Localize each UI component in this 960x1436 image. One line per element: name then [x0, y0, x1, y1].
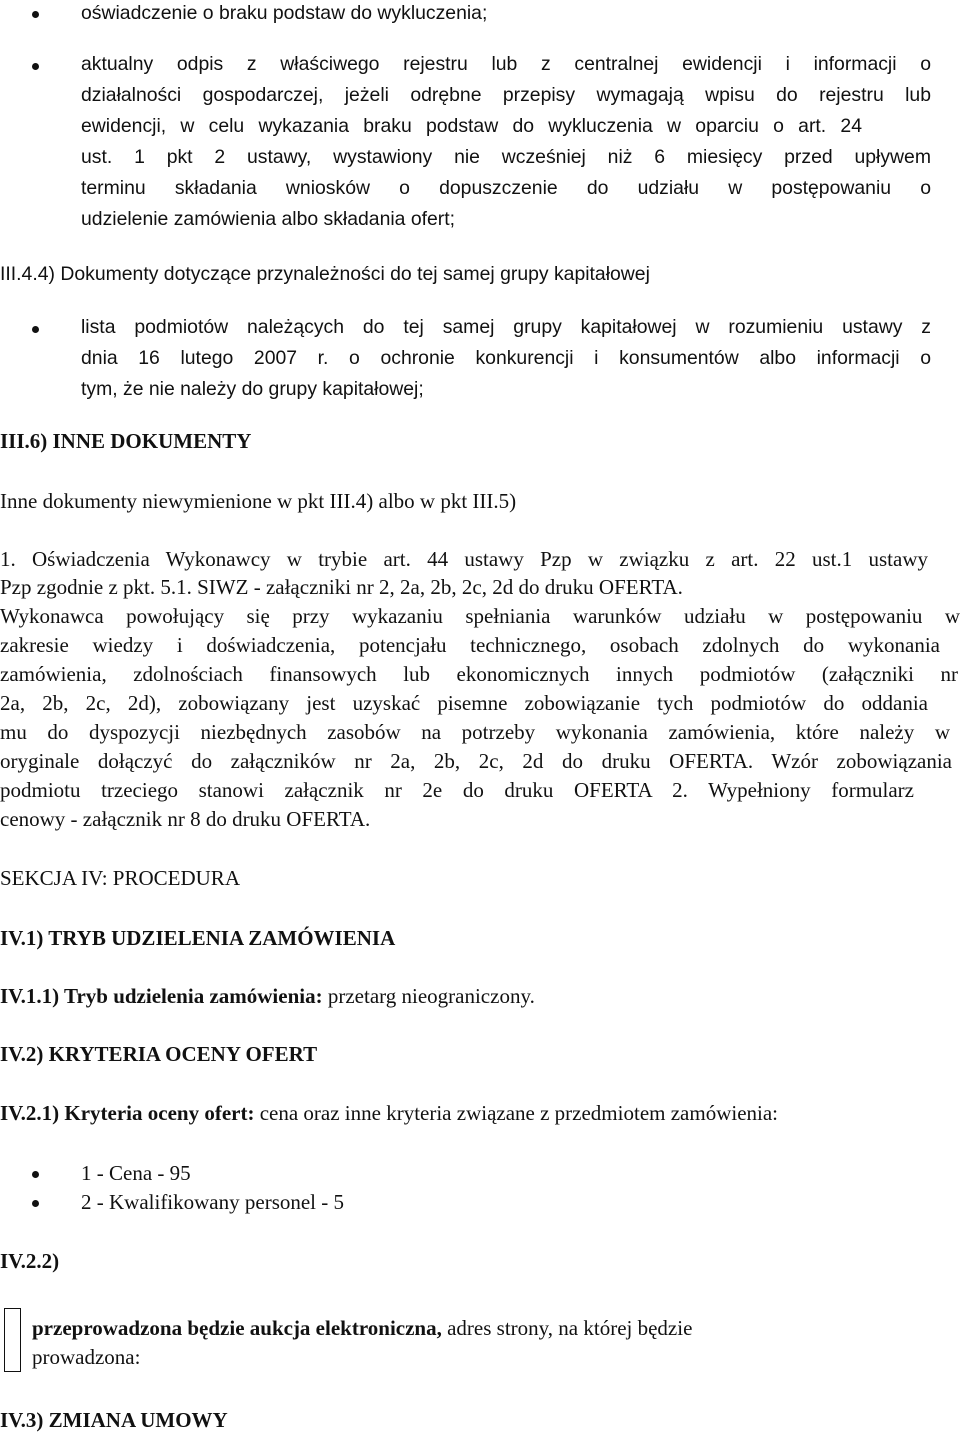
- paragraph-line: mu do dyspozycji niezbędnych zasobów na potrzeby wykonania zamówienia, które należy w: [0, 720, 950, 744]
- list-item-line: działalności gospodarczej, jeżeli odrębne przepisy wymagają wpisu do rejestru lub: [81, 84, 931, 106]
- section-heading-iv-2: IV.2) KRYTERIA OCENY OFERT: [0, 1042, 318, 1066]
- list-item-line: ust. 1 pkt 2 ustawy, wystawiony nie wcześniej niż 6 miesięcy przed upływem: [81, 146, 931, 168]
- list-item-line: udzielenie zamówienia albo składania ofert;: [81, 208, 456, 230]
- paragraph-line: podmiotu trzeciego stanowi załącznik nr 2e do druku OFERTA 2. Wypełniony formularz: [0, 778, 914, 802]
- list-item-line: lista podmiotów należących do tej samej grupy kapitałowej w rozumieniu ustawy z: [81, 316, 931, 338]
- paragraph-line: oryginale dołączyć do załączników nr 2a, 2b, 2c, 2d do druku OFERTA. Wzór zobowiązania: [0, 749, 952, 773]
- section-heading-iv-3: IV.3) ZMIANA UMOWY: [0, 1408, 228, 1432]
- auction-row-continued: prowadzona:: [32, 1345, 141, 1369]
- paragraph-line: 2a, 2b, 2c, 2d), zobowiązany jest uzyskać pisemne zobowiązanie tych podmiotów do oddania: [0, 691, 928, 715]
- auction-checkbox[interactable]: [4, 1308, 21, 1372]
- paragraph-line: zakresie wiedzy i doświadczenia, potencjału technicznego, osobach zdolnych do wykonania: [0, 633, 940, 657]
- paragraph-line: cenowy - załącznik nr 8 do druku OFERTA.: [0, 807, 371, 831]
- iv-1-1-row: [0, 984, 535, 1009]
- paragraph-line: 1. Oświadczenia Wykonawcy w trybie art. 44 ustawy Pzp w związku z art. 22 ust.1 ustawy: [0, 547, 928, 571]
- section-title: SEKCJA IV: PROCEDURA: [0, 866, 240, 890]
- bullet-icon: [32, 11, 39, 18]
- bullet-icon: [32, 1200, 39, 1207]
- list-item: oświadczenie o braku podstaw do wykluczenia;: [81, 2, 488, 24]
- list-item-line: dnia 16 lutego 2007 r. o ochronie konkurencji i konsumentów albo informacji o: [81, 347, 931, 369]
- paragraph-line: zamówienia, zdolnościach finansowych lub ekonomicznych innych podmiotów (załączniki nr: [0, 662, 958, 686]
- list-item-line: aktualny odpis z właściwego rejestru lub z centralnej ewidencji i informacji o: [81, 53, 931, 75]
- bullet-icon: [32, 1171, 39, 1178]
- paragraph-line: Wykonawca powołujący się przy wykazaniu spełniania warunków udziału w postępowaniu w: [0, 604, 960, 628]
- iv-2-1-label: IV.2.1) Kryteria oceny ofert:: [0, 1101, 255, 1125]
- section-heading-iv-2-2: IV.2.2): [0, 1249, 60, 1273]
- list-item-line: terminu składania wniosków o dopuszczenie do udziału w postępowaniu o: [81, 177, 931, 199]
- iv-1-1-label: IV.1.1) Tryb udzielenia zamówienia:: [0, 984, 323, 1008]
- criteria-item: 2 - Kwalifikowany personel - 5: [81, 1190, 345, 1214]
- section-heading-iv-1: IV.1) TRYB UDZIELENIA ZAMÓWIENIA: [0, 926, 396, 950]
- section-heading-iii-4-4: III.4.4) Dokumenty dotyczące przynależności do tej samej grupy kapitałowej: [0, 263, 650, 285]
- auction-label: przeprowadzona będzie aukcja elektroniczna,: [32, 1316, 442, 1340]
- bullet-icon: [32, 63, 39, 70]
- section-heading-iii-6: III.6) INNE DOKUMENTY: [0, 429, 252, 453]
- list-item-line: ewidencji, w celu wykazania braku podstaw do wykluczenia w oparciu o art. 24: [81, 115, 862, 137]
- bullet-icon: [32, 326, 39, 333]
- iv-2-1-value: cena oraz inne kryteria związane z przedmiotem zamówienia:: [254, 1101, 779, 1125]
- inne-dokumenty-intro: Inne dokumenty niewymienione w pkt III.4) albo w pkt III.5): [0, 489, 517, 513]
- criteria-item: 1 - Cena - 95: [81, 1161, 191, 1185]
- paragraph-line: Pzp zgodnie z pkt. 5.1. SIWZ - załączniki nr 2, 2a, 2b, 2c, 2d do druku OFERTA.: [0, 575, 683, 599]
- iv-2-1-row: [0, 1101, 778, 1126]
- list-item-line: tym, że nie należy do grupy kapitałowej;: [81, 378, 424, 400]
- auction-text: adres strony, na której będzie: [441, 1316, 693, 1340]
- auction-row: [32, 1316, 692, 1341]
- iv-1-1-value: przetarg nieograniczony.: [322, 984, 535, 1008]
